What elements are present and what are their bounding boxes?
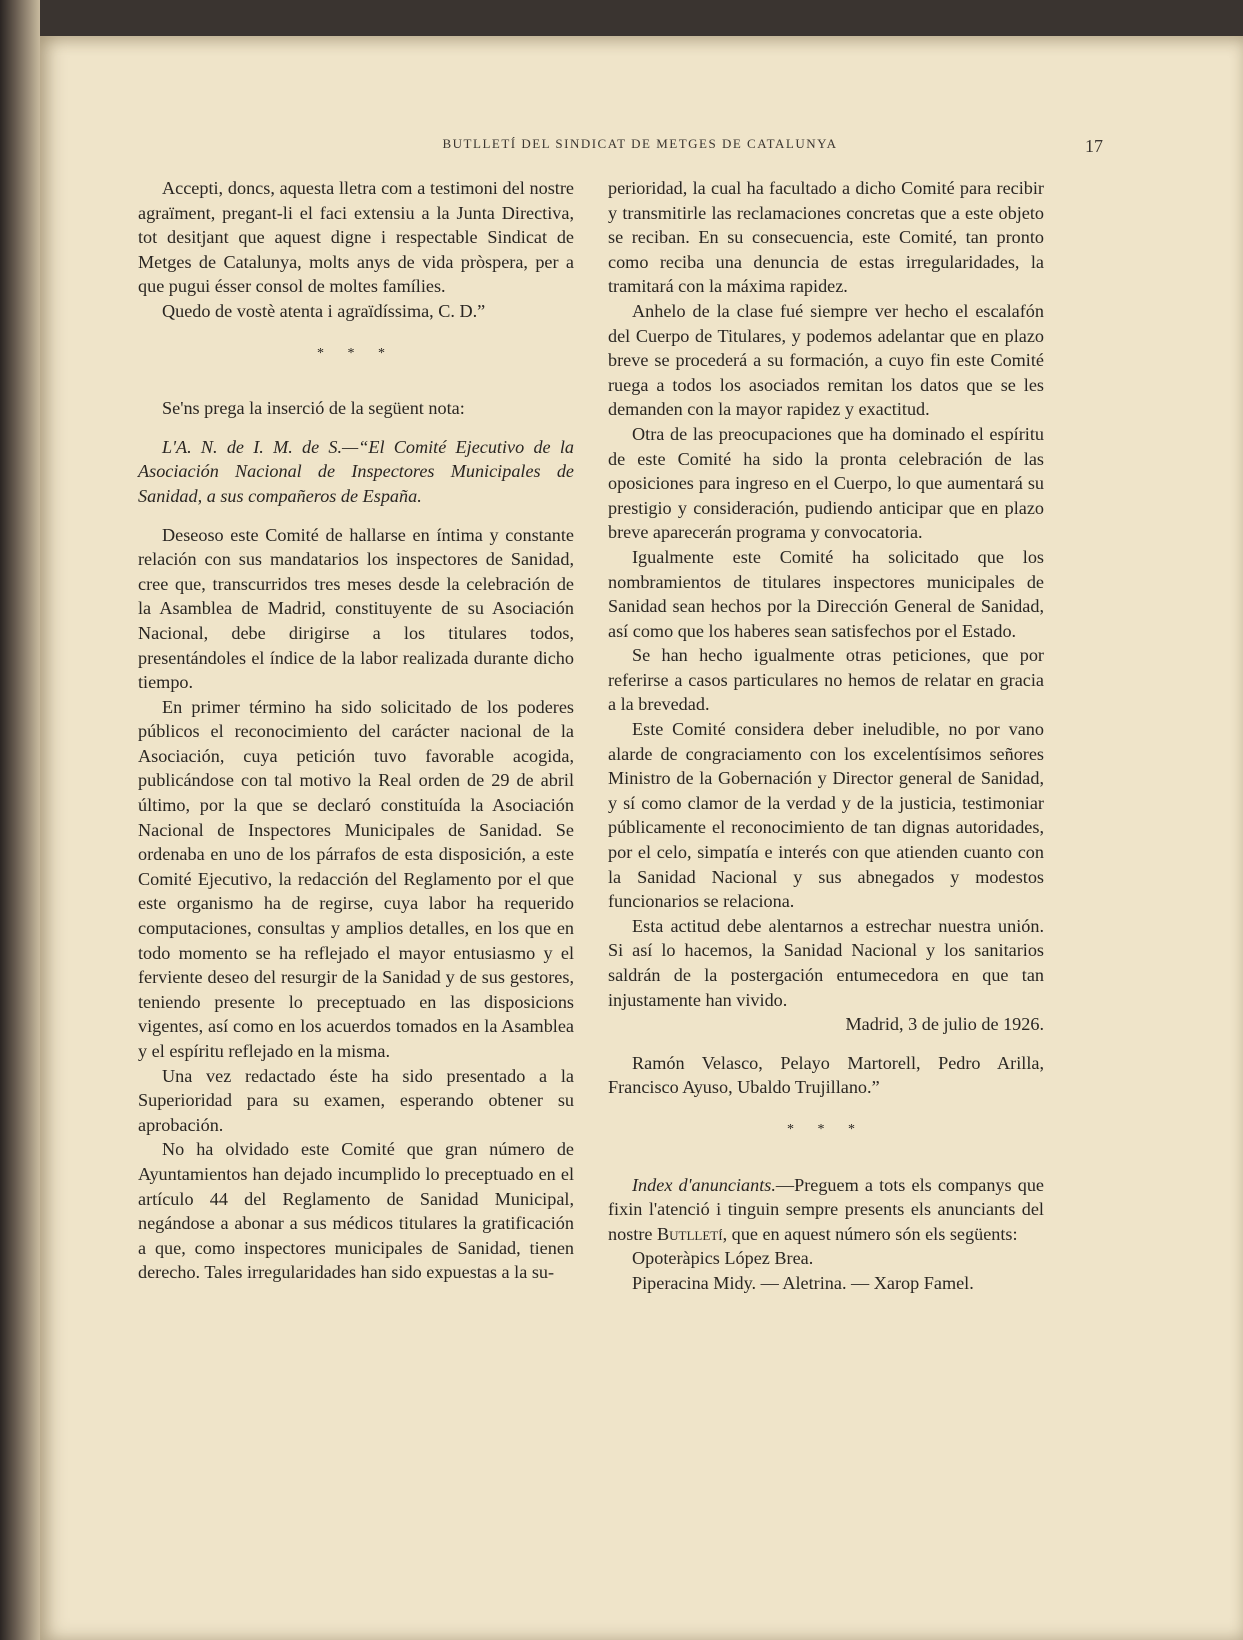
book-spine: [0, 0, 40, 1640]
paragraph: Deseoso este Comité de hallarse en íntima y constante relación con sus mandatarios los inspectores de Sanidad, cree que, transcurridos tres meses desde la celebración de la Asamblea de Madrid, constituyente de su Asociación Nacional, debe dirigirse a los titulares todos, presentándoles el índice de la labor realizada durante dicho tiempo.: [138, 524, 574, 693]
section-divider: * * *: [787, 1121, 865, 1137]
paragraph: Este Comité considera deber ineludible, no por vano alarde de congraciamento con los excelentísimos señores Ministro de la Gobernación y Director general de Sanidad, y sí como clamor de la verdad y de la justicia, testimoniar públicamente el reconocimiento de tan dignas autoridades, por el celo, simpatía e interés con que atienden cuanto con la Sanidad Nacional y sus abnegados y modestos funcionarios se relaciona.: [608, 719, 1044, 912]
paragraph-closing: Quedo de vostè atenta i agraïdíssima, C. D.”: [162, 300, 486, 321]
paragraph: Otra de las preocupaciones que ha dominado el espíritu de este Comité ha sido la pronta celebración de las oposiciones para ingreso en el Cuerpo, lo que aumentará su prestigio y consideración, pudiendo anticipar que en plazo breve aparecerán programa y convocatoria.: [608, 423, 1044, 543]
paragraph: perioridad, la cual ha facultado a dicho Comité para recibir y transmitirle las reclamaciones concretas que a este objeto se reciban. En su consecuencia, este Comité, tan pronto como reciba una denuncia de estas irregularidades, la tramitará con la máxima rapidez.: [608, 178, 1044, 297]
index-title: Index d'anunciants.: [632, 1174, 776, 1195]
paragraph: No ha olvidado este Comité que gran número de Ayuntamientos han dejado incumplido lo preceptuado en el artículo 44 del Reglamento de Sanidad Municipal, negándose a abonar a sus médicos titulares la gratificación a que, como inspectores municipales de Sanidad, tienen derecho. Tales irregularidades han sido expuestas a la su-: [138, 1139, 574, 1283]
left-column: [138, 176, 574, 1285]
right-column: [608, 176, 1044, 1296]
advertiser-line: Piperacina Midy. — Aletrina. — Xarop Famel.: [632, 1272, 974, 1293]
index-text-end: , que en aquest número són els següents:: [722, 1223, 1018, 1244]
date-line: Madrid, 3 de julio de 1926.: [845, 1014, 1044, 1035]
running-title: BUTLLETÍ DEL SINDICAT DE METGES DE CATALUNYA: [442, 136, 838, 151]
paragraph: Se'ns prega la inserció de la següent nota:: [162, 398, 465, 419]
paragraph: Una vez redactado éste ha sido presentado a la Superioridad para su examen, esperando obtener su aprobación.: [138, 1065, 574, 1135]
paragraph: Esta actitud debe alentarnos a estrechar nuestra unión. Si así lo hacemos, la Sanidad Nacional y los sanitarios saldrán de la postergación entumecedora en que tan injustamente han vivido.: [608, 915, 1044, 1010]
note-heading: L'A. N. de I. M. de S.—“El Comité Ejecutivo de la Asociación Nacional de Inspectores Municipales de Sanidad, a sus compañeros de España.: [138, 436, 574, 506]
document-page: [40, 36, 1243, 1640]
paragraph: Accepti, doncs, aquesta lletra com a testimoni del nostre agraïment, pregant-li el faci extensiu a la Junta Directiva, tot desitjant que aquest digne i respectable Sindicat de Metges de Catalunya, molts anys de vida pròspera, per a que pugui ésser consol de moltes famílies.: [138, 178, 574, 297]
page-number: 17: [1085, 136, 1103, 156]
paragraph: Igualmente este Comité ha solicitado que los nombramientos de titulares inspectores municipales de Sanidad sean hechos por la Dirección General de Sanidad, así como que los haberes sean satisfechos por el Estado.: [608, 546, 1044, 641]
paragraph: En primer término ha sido solicitado de los poderes públicos el reconocimiento del carácter nacional de la Asociación, cuya petición tuvo favorable acogida, publicándose con tal motivo la Real orden de 29 de abril último, por la que se declaró constituída la Asociación Nacional de Inspectores Municipales de Sanidad. Se ordenaba en uno de los párrafos de esta disposición, a este Comité Ejecutivo, la redacción del Reglamento por el que este organismo ha de regirse, cuya labor ha requerido computaciones, consultas y amplios detalles, en los que en todo momento se ha reflejado el mayor entusiasmo y el ferviente deseo del resurgir de la Sanidad y de sus gestores, teniendo presente lo preceptuado en las disposicions vigentes, así como en los acuerdos tomados en la Asamblea y el espíritu reflejado en la misma.: [138, 696, 574, 1061]
index-paragraph: [608, 1173, 1044, 1247]
index-text: —Preguem a tots els companys que fixin l'atenció i tinguin sempre presents els anunciants del nostre: [608, 1174, 1044, 1244]
signatories: Ramón Velasco, Pelayo Martorell, Pedro Arilla, Francisco Ayuso, Ubaldo Trujillano.”: [608, 1052, 1044, 1098]
butlleti-name: Butlletí: [657, 1223, 723, 1244]
paragraph: Anhelo de la clase fué siempre ver hecho el escalafón del Cuerpo de Titulares, y podemos adelantar que en plazo breve se procederá a su formación, a cuyo fin este Comité ruega a todos los asociados remitan los datos que se les demanden con la mayor rapidez y exactitud.: [608, 300, 1044, 420]
section-divider: * * *: [317, 345, 395, 361]
advertiser-line: Opoteràpics López Brea.: [632, 1248, 814, 1269]
paragraph: Se han hecho igualmente otras peticiones, que por referirse a casos particulares no hemos de relatar en gracia a la brevedad.: [608, 645, 1044, 715]
